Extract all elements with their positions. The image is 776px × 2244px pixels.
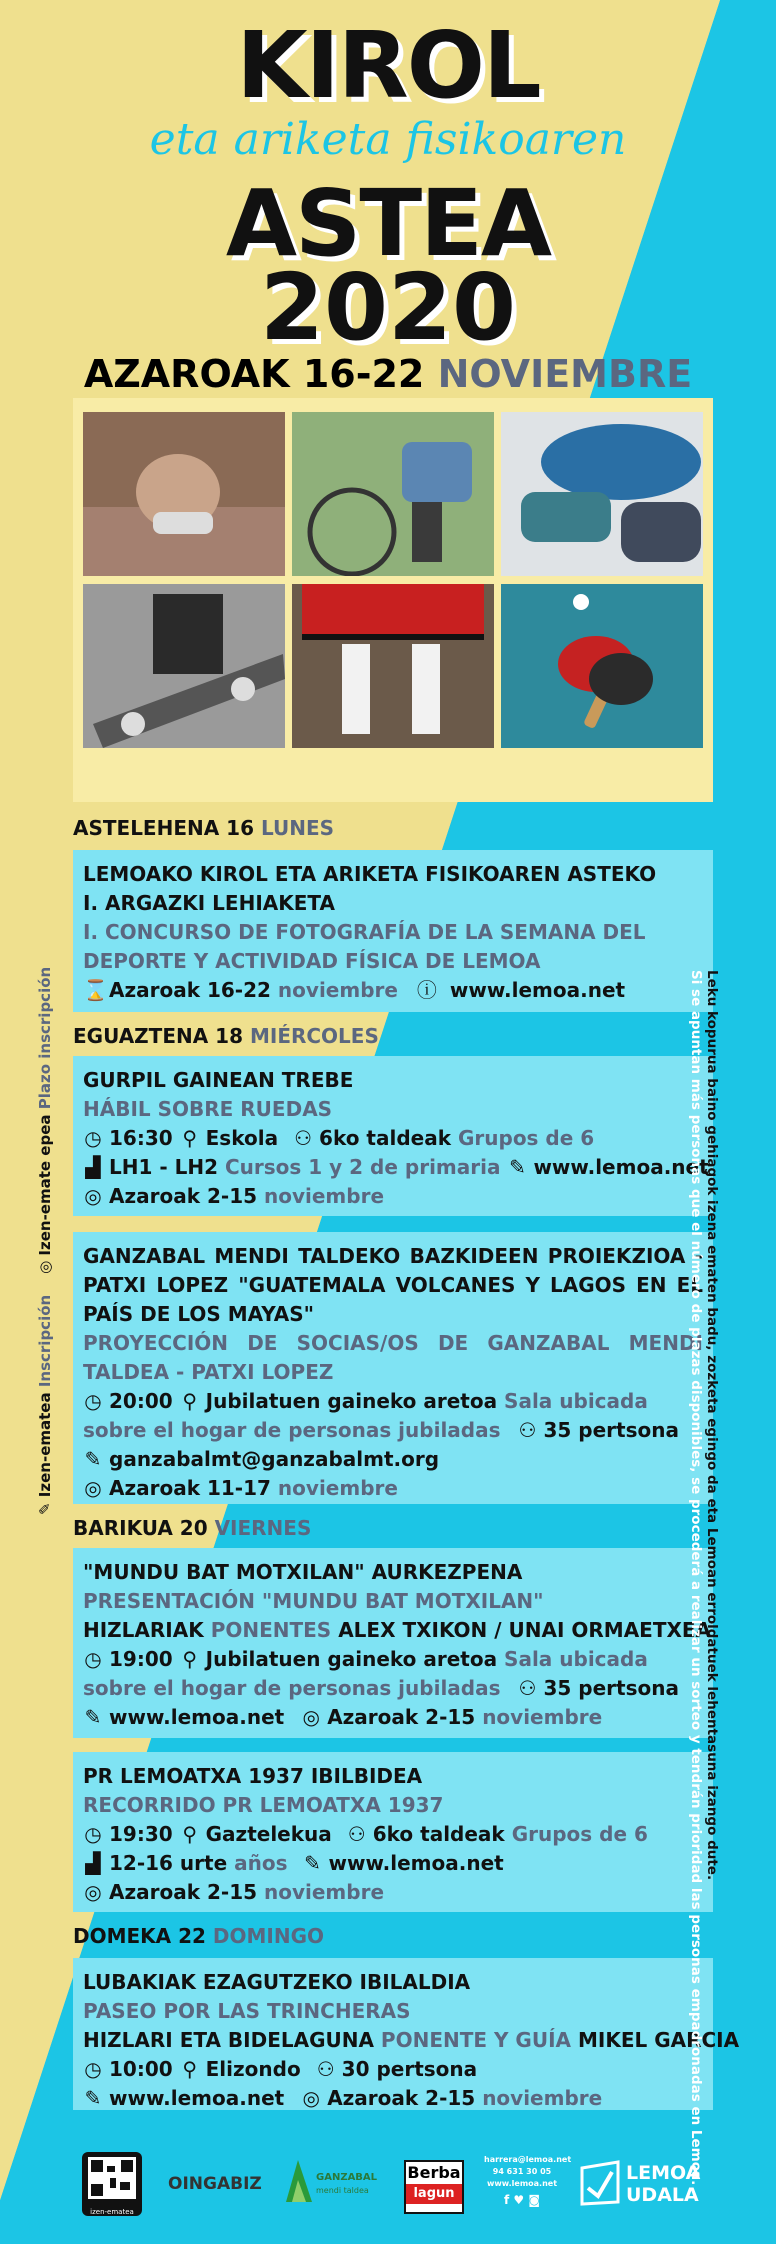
- event-mundu-bat-motxilan: "MUNDU BAT MOTXILAN" AURKEZPENA PRESENTACIÓN "MUNDU BAT MOTXILAN" HIZLARIAK PONENTES ALEX TXIKON / UNAI ORMAETXEA ◷ 19:00 ⚲ Jubilatuen gaineko aretoa Sala ubicada sobre el hogar de personas jubiladas ⚇ 35 pertsona ✎ www.lemoa.net ◎ Azaroak 2-15 noviembre: [73, 1548, 713, 1738]
- email-link[interactable]: ganzabalmt@ganzabalmt.org: [109, 1447, 440, 1471]
- event-title-es: DEPORTE Y ACTIVIDAD FÍSICA DE LEMOA: [83, 949, 541, 973]
- photo-skateboard: [83, 584, 285, 748]
- twitter-icon[interactable]: ♥: [513, 2193, 525, 2207]
- footer-logos: [0, 2140, 776, 2230]
- event-title: LUBAKIAK EZAGUTZEKO IBILALDIA: [83, 1970, 471, 1994]
- event-title-es: I. CONCURSO DE FOTOGRAFÍA DE LA SEMANA DEL: [83, 920, 646, 944]
- location-pin-icon: ⚲: [182, 2057, 197, 2081]
- register-icon: ✎: [84, 1705, 102, 1729]
- photo-grid: [73, 398, 713, 802]
- qr-code[interactable]: [82, 2152, 142, 2216]
- age-chart-icon: ▟: [85, 1155, 101, 1179]
- logo-berbalagun: Berba lagun: [404, 2160, 464, 2214]
- day-header-sunday: DOMEKA 22 DOMINGO: [73, 1924, 325, 1948]
- clock-icon: ◷: [84, 1389, 102, 1413]
- event-title: I. ARGAZKI LEHIAKETA: [83, 891, 335, 915]
- web-link[interactable]: www.lemoa.net: [533, 1155, 709, 1179]
- web-link[interactable]: www.lemoa.net: [109, 2086, 285, 2110]
- event-title: GANZABAL MENDI TALDEKO BAZKIDEEN PROIEKZIOA - PATXI LOPEZ "GUATEMALA VOLCANES Y LAGOS EN EL PAÍS DE LOS MAYAS": [83, 1244, 703, 1326]
- location-pin-icon: ⚲: [182, 1389, 197, 1413]
- photo-shoe-lacing: [83, 412, 285, 576]
- location-pin-icon: ⚲: [182, 1126, 197, 1150]
- photo-dumbbells: [501, 412, 703, 576]
- clock-icon: ◷: [84, 1126, 102, 1150]
- registration-period-icon: ◎: [84, 1476, 102, 1500]
- title-year: 2020: [259, 254, 517, 361]
- web-link[interactable]: www.lemoa.net: [328, 1851, 504, 1875]
- event-title-es: RECORRIDO PR LEMOATXA 1937: [83, 1793, 444, 1817]
- event-title-es: PRESENTACIÓN "MUNDU BAT MOTXILAN": [83, 1589, 544, 1613]
- location-pin-icon: ⚲: [182, 1822, 197, 1846]
- registration-period-icon: ◎: [36, 1260, 54, 1274]
- photo-bicycle: [292, 412, 494, 576]
- qr-label: izen-ematea: [90, 2208, 134, 2216]
- contact-info: [484, 2154, 572, 2207]
- event-title: GURPIL GAINEAN TREBE: [83, 1068, 354, 1092]
- title-subtitle: eta ariketa fisikoaren: [149, 114, 627, 165]
- side-legend-left: ✎ Izen-ematea Inscripción ◎ Izen-emate epea Plazo inscripción: [36, 966, 54, 1515]
- contact-web[interactable]: www.lemoa.net: [486, 2179, 558, 2188]
- side-note-right: Leku kopurua baino gehiagok izena ematen badu, zozketa egingo da eta Lemoan erroldatuek lehentasuna izango dute. Si se apuntan más personas que el número de plazas disponibles, se procederá a realizar un sorteo y tendrán prioridad las personas empadronadas en Lemoa.: [688, 970, 720, 2186]
- logo-ganzabal: GANZABAL mendi taldea: [282, 2154, 382, 2208]
- event-title-es: PASEO POR LAS TRINCHERAS: [83, 1999, 411, 2023]
- group-icon: ⚇: [518, 1418, 537, 1442]
- registration-period-icon: ◎: [302, 1705, 320, 1729]
- group-icon: ⚇: [316, 2057, 335, 2081]
- logo-lemoa-udala: LEMOA UDALA: [580, 2160, 700, 2210]
- registration-period-icon: ◎: [302, 2086, 320, 2110]
- event-title-es: PROYECCIÓN DE SOCIAS/OS DE GANZABAL MENDI TALDEA - PATXI LOPEZ: [83, 1331, 703, 1384]
- register-icon: ✎: [304, 1851, 321, 1875]
- register-icon: ✎: [84, 1447, 102, 1471]
- contact-email[interactable]: harrera@lemoa.net: [484, 2155, 572, 2164]
- contact-phone: 94 631 30 05: [492, 2167, 552, 2176]
- facebook-icon[interactable]: f: [503, 2193, 510, 2207]
- hourglass-icon: ⌛: [83, 978, 108, 1002]
- title-kirol: KIROL: [236, 12, 540, 119]
- day-header-friday: BARIKUA 20 VIERNES: [73, 1516, 312, 1540]
- event-photo-contest: LEMOAKO KIROL ETA ARIKETA FISIKOAREN ASTEKO I. ARGAZKI LEHIAKETA I. CONCURSO DE FOTOGRAFÍA DE LA SEMANA DEL DEPORTE Y ACTIVIDAD FÍSICA DE LEMOA ⌛Azaroak 16-22 noviembre ⓘ www.lemoa.net: [73, 850, 713, 1012]
- event-dates: AZAROAK 16-22 NOVIEMBRE: [83, 352, 693, 396]
- web-link[interactable]: www.lemoa.net: [449, 978, 626, 1002]
- web-link[interactable]: www.lemoa.net: [109, 1705, 285, 1729]
- group-icon: ⚇: [347, 1822, 366, 1846]
- title-astea: ASTEA: [225, 170, 551, 277]
- day-header-wednesday: EGUAZTENA 18 MIÉRCOLES: [73, 1024, 379, 1048]
- photo-ping-pong: [501, 584, 703, 748]
- register-icon: ✎: [509, 1155, 526, 1179]
- photo-traditional-dance: [292, 584, 494, 748]
- event-trenches-walk: LUBAKIAK EZAGUTZEKO IBILALDIA PASEO POR LAS TRINCHERAS HIZLARI ETA BIDELAGUNA PONENTE Y GUÍA MIKEL GARCIA ◷ 10:00 ⚲ Elizondo ⚇ 30 pertsona ✎ www.lemoa.net ◎ Azaroak 2-15 noviembre: [73, 1958, 713, 2110]
- group-icon: ⚇: [294, 1126, 312, 1150]
- clock-icon: ◷: [84, 1647, 102, 1671]
- group-icon: ⚇: [518, 1676, 537, 1700]
- age-chart-icon: ▟: [85, 1851, 101, 1875]
- instagram-icon[interactable]: ◙: [528, 2193, 541, 2207]
- event-ganzabal-projection: GANZABAL MENDI TALDEKO BAZKIDEEN PROIEKZIOA - PATXI LOPEZ "GUATEMALA VOLCANES Y LAGOS EN EL PAÍS DE LOS MAYAS" PROYECCIÓN DE SOCIAS/OS DE GANZABAL MENDI TALDEA - PATXI LOPEZ ◷ 20:00 ⚲ Jubilatuen gaineko aretoa Sala ubicada sobre el hogar de personas jubiladas ⚇ 35 pertsona ✎ ganzabalmt@ganzabalmt.org ◎ Azaroak 11-17 noviembre: [73, 1232, 713, 1504]
- register-icon: ✎: [84, 2086, 102, 2110]
- logo-oingabiz: OINGABIZ: [168, 2174, 262, 2194]
- event-title: LEMOAKO KIROL ETA ARIKETA FISIKOAREN ASTEKO: [83, 862, 657, 886]
- event-title: PR LEMOATXA 1937 IBILBIDEA: [83, 1764, 423, 1788]
- event-bike-skills: GURPIL GAINEAN TREBE HÁBIL SOBRE RUEDAS ◷ 16:30 ⚲ Eskola ⚇ 6ko taldeak Grupos de 6 ▟ LH1 - LH2 Cursos 1 y 2 de primaria ✎ www.lemoa.net ◎ Azaroak 2-15 noviembre: [73, 1056, 713, 1216]
- registration-period-icon: ◎: [84, 1880, 102, 1904]
- location-pin-icon: ⚲: [182, 1647, 197, 1671]
- day-header-monday: ASTELEHENA 16 LUNES: [73, 816, 335, 840]
- event-pr-lemoatxa: PR LEMOATXA 1937 IBILBIDEA RECORRIDO PR LEMOATXA 1937 ◷ 19:30 ⚲ Gaztelekua ⚇ 6ko taldeak Grupos de 6 ▟ 12-16 urte años ✎ www.lemoa.net ◎ Azaroak 2-15 noviembre: [73, 1752, 713, 1912]
- event-title: "MUNDU BAT MOTXILAN" AURKEZPENA: [83, 1560, 523, 1584]
- info-icon: ⓘ: [416, 978, 437, 1002]
- clock-icon: ◷: [84, 2057, 102, 2081]
- clock-icon: ◷: [84, 1822, 102, 1846]
- register-icon: ✎: [36, 1502, 54, 1515]
- event-title-es: HÁBIL SOBRE RUEDAS: [83, 1097, 333, 1121]
- registration-period-icon: ◎: [84, 1184, 102, 1208]
